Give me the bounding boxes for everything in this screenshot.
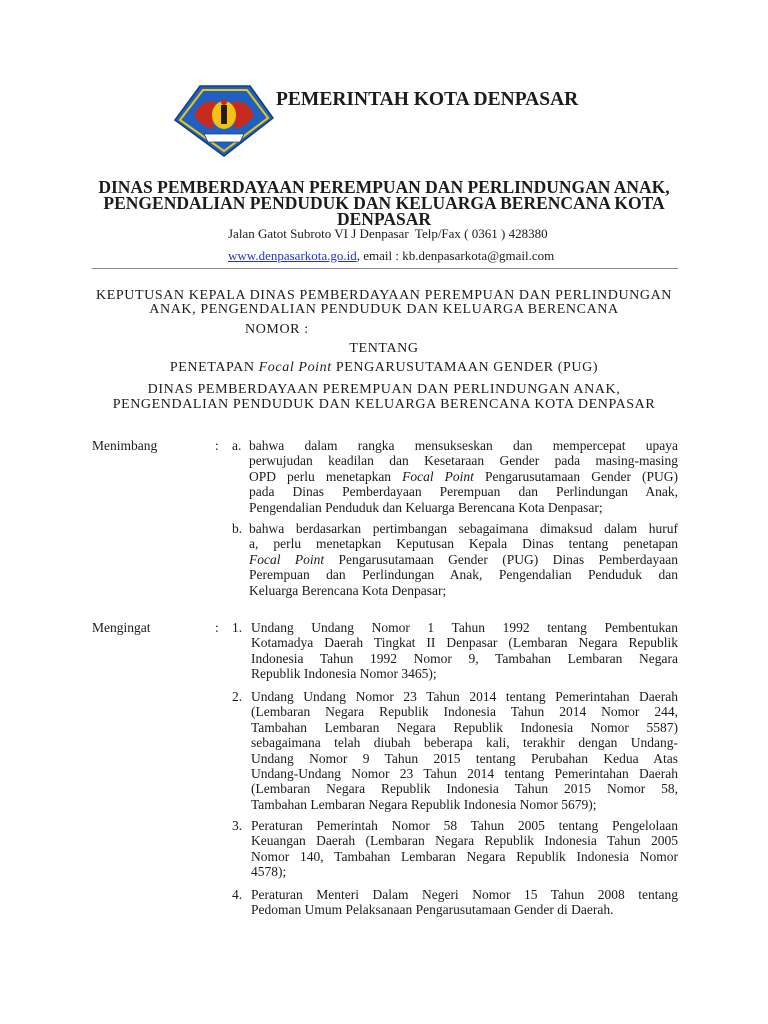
denpasar-city-logo [174,84,274,158]
item-marker: 2. [232,689,243,704]
item-marker: a. [232,438,242,453]
website-link[interactable]: www.denpasarkota.go.id [228,248,357,263]
mengingat-item-4 [251,887,678,918]
subject-italic-text: Focal Point [258,360,332,375]
text-line: 4578); [251,864,287,880]
decree-number-label: NOMOR : [245,322,309,337]
mengingat-item-3 [251,818,678,880]
decree-subject-line [0,361,768,375]
text-line [249,469,678,484]
mengingat-item-2 [251,689,678,812]
text-line: Indonesia Tahun 1992 Nomor 9, Tambahan Lembaran Negara [251,650,678,666]
text-line: Undang Undang Nomor 1 Tahun 1992 tentang Pembentukan [251,620,678,635]
decree-issuer [0,382,768,412]
decree-subject [0,361,768,375]
italic-term: Focal Point [402,468,474,484]
contact-line [228,248,554,263]
decree-issuer-line: DINAS PEMBERDAYAAN PEREMPUAN DAN PERLINDUNGAN ANAK, [147,382,621,397]
government-name: PEMERINTAH KOTA DENPASAR [276,89,579,110]
text-line: Tambahan Lembaran Negara Republik Indonesia Nomor 5679); [251,796,597,812]
decree-title-line: KEPUTUSAN KEPALA DINAS PEMBERDAYAAN PEREMPUAN DAN PERLINDUNGAN [96,288,672,303]
decree-title-line: ANAK, PENGENDALIAN PENDUDUK DAN KELUARGA BERENCANA [149,302,619,317]
text-line: (Lembaran Negara Republik Indonesia Tahun 2015 Nomor 58, [251,781,678,797]
text-line: Nomor 140, Tambahan Lembaran Negara Republik Indonesia Nomor [251,848,678,864]
mengingat-label: Mengingat [92,620,151,635]
text-line: Keuangan Daerah (Lembaran Negara Republik Indonesia Tahun 2005 [251,833,678,849]
department-title-line: DENPASAR [337,209,431,229]
text-line: Undang Nomor 9 Tahun 2015 tentang Perubahan Kedua Atas [251,750,678,766]
text-line: (Lembaran Negara Republik Indonesia Tahun 2014 Nomor 244, [251,704,678,720]
item-marker: 3. [232,818,243,833]
text-line: bahwa dalam rangka mensukseskan dan mempercepat upaya [249,438,678,453]
logo-ribbon [204,134,244,142]
department-title [0,179,768,227]
text-line: Undang-Undang Nomor 23 Tahun 2014 tentang Pemerintahan Daerah [251,766,678,782]
item-marker: b. [232,521,243,536]
department-title-line: DINAS PEMBERDAYAAN PEREMPUAN DAN PERLINDUNGAN ANAK, [98,177,670,197]
menimbang-item-a [249,438,678,515]
decree-about: TENTANG [349,341,419,356]
text-segment: Pengarusutamaan Gender (PUG) Dinas Pemberdayaan [324,551,678,567]
text-line: Keluarga Berencana Kota Denpasar; [249,582,447,598]
address-line: Jalan Gatot Subroto VI J Denpasar Telp/Fax ( 0361 ) 428380 [228,226,548,241]
italic-term: Focal Point [249,551,325,567]
email-text: , email : kb.denpasarkota@gmail.com [356,248,555,263]
item-marker: 4. [232,887,243,902]
decree-title [0,289,768,317]
subject-text: PENETAPAN [169,360,259,375]
text-line: Pedoman Umum Pelaksanaan Pengarusutamaan Gender di Daerah. [251,902,614,918]
text-line: perwujudan keadilan dan Kesetaraan Gender pada masing-masing [249,453,678,469]
subject-text: PENGARUSUTAMAAN GENDER (PUG) [331,360,599,375]
text-line: pada Dinas Pemberdayaan Perempuan dan Perlindungan Anak, [249,484,678,500]
mengingat-colon: : [215,620,219,635]
text-segment: Pengarusutamaan Gender (PUG) [473,468,678,484]
text-line: Tambahan Lembaran Negara Republik Indonesia Nomor 5587) [251,719,678,735]
text-segment: OPD perlu menetapkan [249,468,403,484]
menimbang-label: Menimbang [92,438,158,453]
text-line: Kotamadya Daerah Tingkat II Denpasar (Lembaran Negara Republik [251,635,678,651]
text-line: Republik Indonesia Nomor 3465); [251,666,437,682]
menimbang-item-b [249,521,678,598]
menimbang-colon: : [215,438,219,453]
item-marker: 1. [232,620,243,635]
text-line: Undang Undang Nomor 23 Tahun 2014 tentang Pemerintahan Daerah [251,689,678,704]
department-title-line: PENGENDALIAN PENDUDUK DAN KELUARGA BERENCANA KOTA [103,193,665,213]
mengingat-item-1 [251,620,678,682]
text-line: Peraturan Menteri Dalam Negeri Nomor 15 Tahun 2008 tentang [251,887,678,902]
text-line: a, perlu menetapkan Keputusan Kepala Dinas tentang penetapan [249,536,678,552]
decree-issuer-line: PENGENDALIAN PENDUDUK DAN KELUARGA BERENCANA KOTA DENPASAR [112,397,656,412]
text-line: Pengendalian Penduduk dan Keluarga Berencana Kota Denpasar; [249,499,603,515]
text-line: sebagaimana telah diubah beberapa kali, terakhir dengan Undang- [251,735,678,751]
text-line: Perempuan dan Perlindungan Anak, Pengendalian Penduduk dan [249,567,678,583]
letterhead-divider [92,268,678,269]
text-line [249,552,678,567]
text-line: Peraturan Pemerintah Nomor 58 Tahun 2005 tentang Pengelolaan [251,818,678,833]
text-line: bahwa berdasarkan pertimbangan sebagaimana dimaksud dalam huruf [249,521,678,536]
